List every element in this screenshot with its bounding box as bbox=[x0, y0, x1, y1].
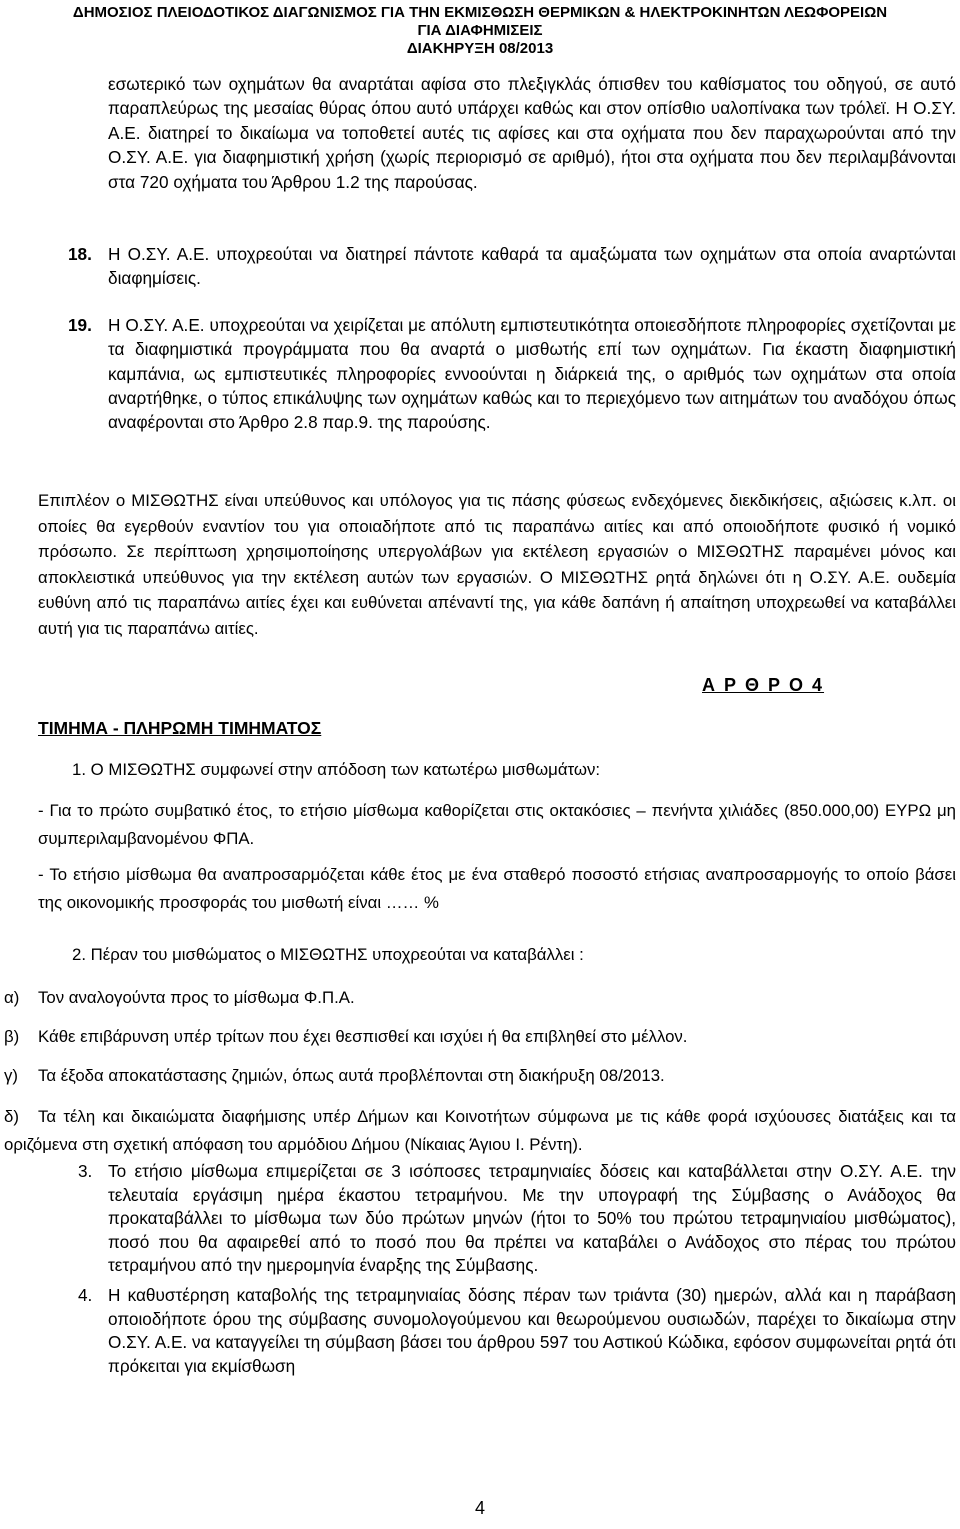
clause-19-number: 19. bbox=[68, 315, 92, 335]
article-title: Α Ρ Θ Ρ Ο 4 bbox=[702, 675, 825, 695]
item-4 bbox=[78, 1284, 956, 1378]
item-4-number: 4. bbox=[78, 1285, 93, 1305]
sub-item-d-text: Τα τέλη και δικαιώματα διαφήμισης υπέρ Δήμων και Κοινοτήτων σύμφωνα με τις κάθε φορά ισχύουσες διατάξεις και τα οριζόμενα στη σχετική απόφαση του αρμόδιου Δήμου (Νίκαιας Άγιου Ι. Ρέντη). bbox=[4, 1107, 956, 1154]
item-1-heading: 1. Ο ΜΙΣΘΩΤΗΣ συμφωνεί στην απόδοση των κατωτέρω μισθωμάτων: bbox=[72, 760, 601, 779]
item-3 bbox=[78, 1160, 956, 1278]
sub-item-c bbox=[4, 1064, 956, 1088]
document-header bbox=[0, 4, 960, 58]
item-2-heading: 2. Πέραν του μισθώματος ο ΜΙΣΘΩΤΗΣ υποχρεούται να καταβάλλει : bbox=[72, 945, 584, 964]
clause-19-text: Η Ο.ΣΥ. Α.Ε. υποχρεούται να χειρίζεται με απόλυτη εμπιστευτικότητα οποιεσδήποτε πληροφορίες σχετίζονται με τα διαφημιστικά προγράμματα που θα αναρτά ο μισθωτής επί των οχημάτων. Για έκαστη διαφημιστική καμπάνια, ως εμπιστευτικές πληροφορίες εννοούνται η διάρκειά της, ο αριθμός των οχημάτων στα οποία αναρτήθηκε, ο τύπος επικάλυψης των οχημάτων καθώς και το περιεχόμενο των αιτημάτων του αναδόχου όπως αναφέρονται στο Άρθρο 2.8 παρ.9. της παρούσης. bbox=[108, 315, 956, 433]
sub-item-a-text: Τον αναλογούντα προς το μίσθωμα Φ.Π.Α. bbox=[38, 988, 355, 1007]
clause-18-number: 18. bbox=[68, 244, 92, 264]
item-1-dash-b: - Το ετήσιο μίσθωμα θα αναπροσαρμόζεται κάθε έτος με ένα σταθερό ποσοστό ετήσιας αναπροσαρμογής το οποίο βάσει της οικονομικής προσφοράς του μισθωτή είναι …… % bbox=[38, 865, 956, 912]
header-line-2: ΓΙΑ ΔΙΑΦΗΜΙΣΕΙΣ bbox=[417, 22, 543, 39]
sub-item-a-label: α) bbox=[4, 988, 20, 1007]
sub-item-c-label: γ) bbox=[4, 1066, 18, 1085]
page-number: 4 bbox=[474, 1498, 485, 1518]
sub-item-b-label: β) bbox=[4, 1027, 20, 1046]
section-title: ΤΙΜΗΜΑ - ΠΛΗΡΩΜΗ ΤΙΜΗΜΑΤΟΣ bbox=[38, 718, 322, 738]
sub-item-b-text: Κάθε επιβάρυνση υπέρ τρίτων που έχει θεσπισθεί και ισχύει ή θα επιβληθεί στο μέλλον. bbox=[38, 1027, 688, 1046]
item-3-number: 3. bbox=[78, 1161, 93, 1181]
clause-18-text: Η Ο.ΣΥ. Α.Ε. υποχρεούται να διατηρεί πάντοτε καθαρά τα αμαξώματα των οχημάτων στα οποία αναρτώνται διαφημίσεις. bbox=[108, 244, 956, 289]
sub-item-b bbox=[4, 1025, 956, 1049]
intro-paragraph: εσωτερικό των οχημάτων θα αναρτάται αφίσα στο πλεξιγκλάς όπισθεν του καθίσματος του οδηγού, σε αυτό παραπλεύρως της μεσαίας θύρας όπου αυτό υπάρχει καθώς και στον οπίσθιο υαλοπίνακα των τρόλεϊ. Η Ο.ΣΥ. Α.Ε. διατηρεί το δικαίωμα να τοποθετεί αυτές τις αφίσες και στα οχήματα που δεν παραχωρούνται από την Ο.ΣΥ. Α.Ε. για διαφημιστική χρήση (χωρίς περιορισμό σε αριθμό), ήτοι στα οχήματα που δεν περιλαμβάνονται στα 720 οχήματα του Άρθρου 1.2 της παρούσας. bbox=[108, 74, 956, 192]
sub-item-a bbox=[4, 986, 956, 1010]
item-4-text: Η καθυστέρηση καταβολής της τετραμηνιαίας δόσης πέραν των τριάντα (30) ημερών, αλλά και η παράβαση οποιοδήποτε όρου της σύμβασης συνομολογούμενου και θεωρούμενου ουσιωδών, παρέχει το δικαίωμα στην Ο.ΣΥ. Α.Ε. να καταγγείλει τη σύμβαση βάσει του άρθρου 597 του Αστικού Κώδικα, εφόσον συμφωνείται ρητά ότι πρόκειται για εκμίσθωση bbox=[108, 1285, 956, 1376]
sub-item-d-label: δ) bbox=[4, 1107, 19, 1126]
sub-item-c-text: Τα έξοδα αποκατάστασης ζημιών, όπως αυτά προβλέπονται στη διακήρυξη 08/2013. bbox=[38, 1066, 665, 1085]
clause-18 bbox=[68, 242, 956, 291]
header-line-1: ΔΗΜΟΣΙΟΣ ΠΛΕΙΟΔΟΤΙΚΟΣ ΔΙΑΓΩΝΙΣΜΟΣ ΓΙΑ ΤΗΝ ΕΚΜΙΣΘΩΣΗ ΘΕΡΜΙΚΩΝ & ΗΛΕΚΤΡΟΚΙΝΗΤΩΝ ΛΕΩΦΟΡΕΙΩΝ bbox=[72, 4, 888, 21]
sub-item-d bbox=[4, 1103, 956, 1159]
header-line-3: ΔΙΑΚΗΡΥΞΗ 08/2013 bbox=[406, 40, 554, 57]
item-1-dash-a: - Για το πρώτο συμβατικό έτος, το ετήσιο μίσθωμα καθορίζεται στις οκτακόσιες – πενήντα χιλιάδες (850.000,00) ΕΥΡΩ μη συμπεριλαμβανομένου ΦΠΑ. bbox=[38, 801, 956, 848]
item-3-text: Το ετήσιο μίσθωμα επιμερίζεται σε 3 ισόποσες τετραμηνιαίες δόσεις και καταβάλλεται στην Ο.ΣΥ. Α.Ε. την τελευταία εργάσιμη ημέρα έκαστου τετραμήνου. Με την υπογραφή της Σύμβασης ο Ανάδοχος θα προκαταβάλλει το μίσθωμα των δύο πρώτων μηνών (ήτοι το 50% του πρώτου τετραμηνιαίου μισθώματος), ποσό που θα αφαιρεθεί από το ποσό που θα πρέπει να καταβάλει ο Ανάδοχος στο πέρας του πρώτου τετραμήνου από την ημερομηνία έναρξης της Σύμβασης. bbox=[108, 1161, 956, 1276]
clause-19 bbox=[68, 313, 956, 434]
liability-paragraph: Επιπλέον ο ΜΙΣΘΩΤΗΣ είναι υπεύθυνος και υπόλογος για τις πάσης φύσεως ενδεχόμενες διεκδικήσεις, αξιώσεις κ.λπ. οι οποίες θα εγερθούν εναντίον του για οποιαδήποτε από τις παραπάνω αιτίες και από οποιοδήποτε φυσικό ή νομικό πρόσωπο. Σε περίπτωση χρησιμοποίησης υπεργολάβων για εκτέλεση εργασιών ο ΜΙΣΘΩΤΗΣ παραμένει μόνος και αποκλειστικά υπεύθυνος για την εκτέλεση αυτών των εργασιών. Ο ΜΙΣΘΩΤΗΣ ρητά δηλώνει ότι η Ο.ΣΥ. Α.Ε. ουδεμία ευθύνη από τις παραπάνω αιτίες έχει και ευθύνεται απέναντί της, για κάθε δαπάνη ή απαίτηση υποχρεωθεί να καταβάλλει αυτή για τις παραπάνω αιτίες. bbox=[38, 491, 956, 638]
